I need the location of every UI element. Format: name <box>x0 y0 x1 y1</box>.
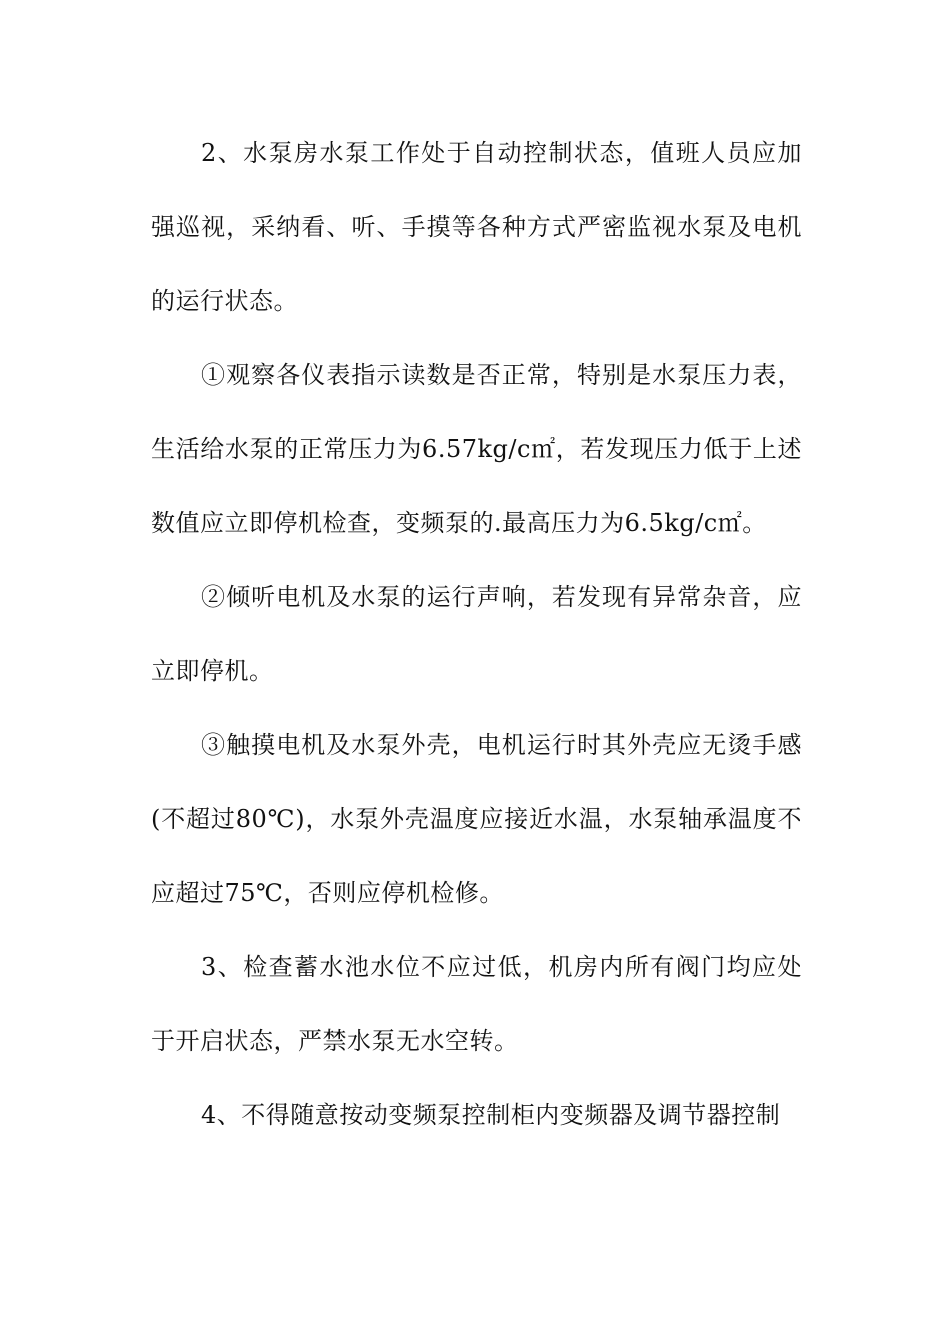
paragraph-inverter-control: 4、不得随意按动变频泵控制柜内变频器及调节器控制 <box>201 1101 781 1129</box>
paragraph-listen-sound: ②倾听电机及水泵的运行声响，若发现有异常杂音，应立即停机。 <box>151 583 802 685</box>
paragraph-pump-auto-control: 2、水泵房水泵工作处于自动控制状态，值班人员应加强巡视，采纳看、听、手摸等各种方式严密监视水泵及电机的运行状态。 <box>151 139 802 315</box>
paragraph-check-water-level: 3、检查蓄水池水位不应过低，机房内所有阀门均应处于开启状态，严禁水泵无水空转。 <box>151 953 802 1055</box>
paragraph-touch-casing: ③触摸电机及水泵外壳，电机运行时其外壳应无烫手感(不超过80℃)，水泵外壳温度应接近水温，水泵轴承温度不应超过75℃，否则应停机检修。 <box>151 731 802 907</box>
document-body <box>151 116 802 1152</box>
paragraph-observe-gauges: ①观察各仪表指示读数是否正常，特别是水泵压力表，生活给水泵的正常压力为6.57kg/c㎡，若发现压力低于上述数值应立即停机检查，变频泵的.最高压力为6.5kg/c㎡。 <box>151 361 802 537</box>
